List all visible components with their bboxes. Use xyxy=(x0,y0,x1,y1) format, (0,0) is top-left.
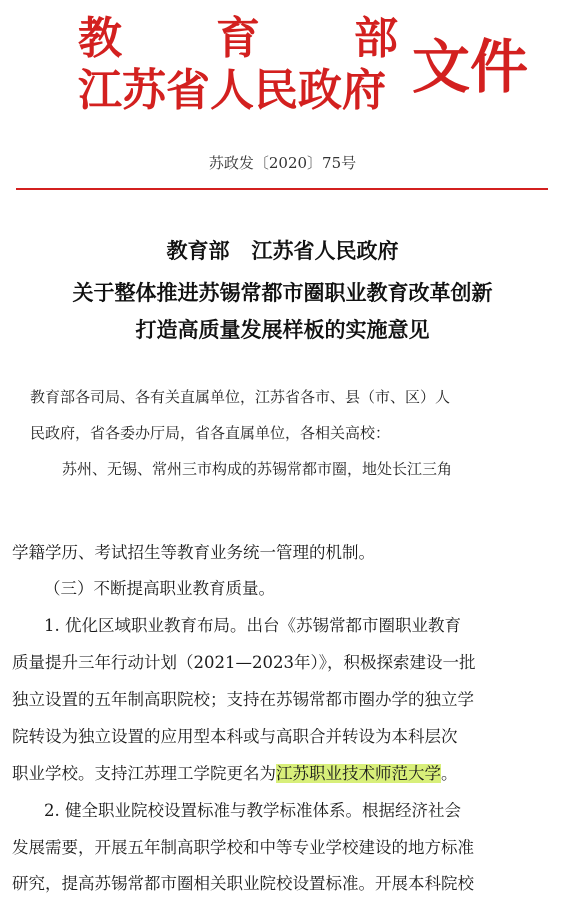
title-line-2: 关于整体推进苏锡常都市圈职业教育改革创新 xyxy=(72,280,493,305)
body-line: 2. 健全职业院校设置标准与教学标准体系。根据经济社会 xyxy=(44,801,461,820)
masthead-char: 部 xyxy=(354,13,398,64)
intro-line: 民政府，省各委办厅局，省各直属单位，各相关高校： xyxy=(30,424,391,442)
body-line: （三）不断提高职业教育质量。 xyxy=(44,579,275,598)
title-line-3: 打造高质量发展样板的实施意见 xyxy=(135,317,430,342)
body-line: 1. 优化区域职业教育布局。出台《苏锡常都市圈职业教育 xyxy=(44,616,461,635)
body-text: 。 xyxy=(441,764,458,783)
masthead-char: 育 xyxy=(216,13,260,64)
body-line: 学籍学历、考试招生等教育业务统一管理的机制。 xyxy=(12,543,375,562)
title-line-1 xyxy=(0,235,565,267)
intro-line: 苏州、无锡、常州三市构成的苏锡常都市圈，地处长江三角 xyxy=(62,460,453,478)
body-line: 研究，提高苏锡常都市圈相关职业院校设置标准。开展本科院校 xyxy=(12,874,474,893)
title-issuer-ministry: 教育部 xyxy=(166,238,230,263)
body-line: 独立设置的五年制高职院校；支持在苏锡常都市圈办学的独立学 xyxy=(12,690,474,709)
page-break-gap xyxy=(0,492,565,522)
document-masthead xyxy=(0,0,565,140)
highlighted-university-name: 江苏职业技术师范大学 xyxy=(276,764,441,783)
masthead-org-ministry xyxy=(78,14,398,64)
masthead-char: 教 xyxy=(78,13,122,64)
masthead-document-word: 文件 xyxy=(412,33,529,101)
document-number: 苏政发〔2020〕75号 xyxy=(208,154,357,172)
body-line: 发展需要，开展五年制高职学校和中等专业学校建设的地方标准 xyxy=(12,838,474,857)
body-line: 质量提升三年行动计划（2021—2023年）》，积极探索建设一批 xyxy=(12,653,476,672)
masthead-org-government: 江苏省人民政府 xyxy=(78,65,386,116)
body-line xyxy=(12,759,458,789)
red-divider-rule xyxy=(16,188,548,190)
body-text: 职业学校。支持江苏理工学院更名为 xyxy=(12,764,276,783)
intro-line: 教育部各司局、各有关直属单位，江苏省各市、县（市、区）人 xyxy=(30,388,451,406)
body-line: 院转设为独立设置的应用型本科或与高职合并转设为本科层次 xyxy=(12,727,458,746)
title-issuer-government: 江苏省人民政府 xyxy=(251,238,399,263)
